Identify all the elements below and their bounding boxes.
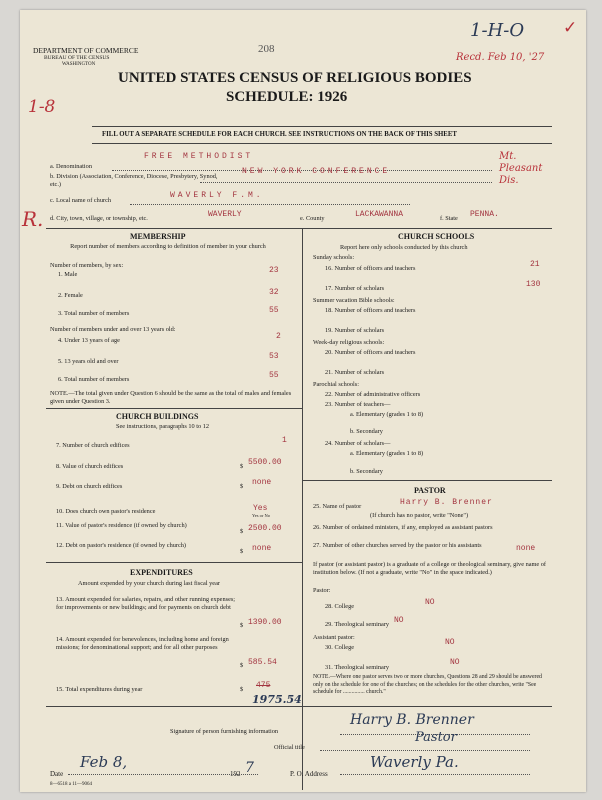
membership-sub: Report number of members according to definition of member in your church — [70, 243, 266, 250]
q30-value: NO — [445, 638, 455, 647]
q24-label: 24. Number of scholars— — [325, 440, 391, 447]
q24a-label: a. Elementary (grades 1 to 8) — [350, 450, 424, 457]
buildings-heading: CHURCH BUILDINGS — [116, 412, 199, 421]
schools-sub: Report here only schools conducted by this church — [340, 244, 468, 251]
total-age-value: 55 — [269, 371, 279, 380]
left-mark: 1-8 — [28, 97, 56, 117]
q25-hint: (If church has no pastor, write "None") — [370, 512, 469, 519]
po-address-value: Waverly Pa. — [370, 753, 459, 771]
q15-label: 15. Total expenditures during year — [56, 686, 143, 693]
pastor-sub-label: Pastor: — [313, 587, 331, 594]
female-value: 32 — [269, 288, 279, 297]
female-label: 2. Female — [58, 292, 83, 299]
q25-value: Harry B. Brenner — [400, 498, 493, 507]
expenditures-heading: EXPENDITURES — [130, 568, 193, 577]
q27-value: none — [516, 544, 536, 553]
pastor-note: NOTE.—Where one pastor serves two or more churches, Questions 28 and 29 should be answered only on the schedule for one of the churches; on the schedules for the other churches, write "See schedule for ............... church." — [313, 674, 542, 695]
state-label: f. State — [440, 215, 458, 222]
q16-value: 21 — [530, 260, 540, 269]
q30-label: 30. College — [325, 644, 355, 651]
summer-label: Summer vacation Bible schools: — [313, 297, 395, 304]
q22-label: 22. Number of administrative officers — [325, 391, 421, 398]
date-label: Date — [50, 770, 64, 778]
over13-label: 5. 13 years old and over — [58, 358, 119, 365]
po-address-label: P. O. Address — [290, 770, 328, 778]
q15-struck-value: 475 — [256, 681, 271, 690]
q29-label: 29. Theological seminary — [325, 621, 390, 628]
dept-label: DEPARTMENT OF COMMERCE — [33, 46, 139, 55]
q23-label: 23. Number of teachers— — [325, 401, 391, 408]
signature-value: Harry B. Brenner — [350, 712, 474, 728]
male-value: 23 — [269, 266, 279, 275]
bureau-label: BUREAU OF THE CENSUS — [44, 55, 110, 61]
year-prefix: 192 — [230, 770, 241, 778]
age-label: Number of members under and over 13 years old: — [50, 326, 176, 333]
q31-label: 31. Theological seminary — [325, 664, 390, 671]
division-value: NEW YORK CONFERENCE — [242, 167, 391, 176]
schools-heading: CHURCH SCHOOLS — [398, 232, 475, 241]
edifices-value: 1 — [282, 436, 287, 445]
assistant-label: Assistant pastor: — [313, 634, 355, 641]
by-sex-label: Number of members, by sex: — [50, 262, 124, 269]
residence-debt-value: none — [252, 544, 272, 553]
county-label: e. County — [300, 215, 325, 222]
membership-note: NOTE.—The total given under Question 6 should be the same as the total of males and females given under Question 3. — [50, 390, 292, 405]
check-mark-icon: ✓ — [563, 18, 578, 38]
division-label: b. Division (Association, Conference, Diocese, Presbytery, Synod, etc.) — [50, 173, 218, 188]
q13-value: 1390.00 — [248, 618, 282, 627]
q24b-label: b. Secondary — [350, 468, 383, 475]
residence-value-value: 2500.00 — [248, 524, 282, 533]
q16-label: 16. Number of officers and teachers — [325, 265, 416, 272]
denomination-value: FREE METHODIST — [144, 152, 254, 161]
form-code: 8—6518 a 11—9064 — [50, 782, 93, 787]
total-members-value: 55 — [269, 306, 279, 315]
q21-label: 21. Number of scholars — [325, 369, 385, 376]
weekday-label: Week-day religious schools: — [313, 339, 385, 346]
total-members-label: 3. Total number of members — [58, 310, 130, 317]
q17-label: 17. Number of scholars — [325, 285, 385, 292]
edifices-label: 7. Number of church edifices — [56, 442, 130, 449]
q25-label: 25. Name of pastor — [313, 503, 362, 510]
q17-value: 130 — [526, 280, 541, 289]
corner-mark: 1-H-O — [470, 20, 525, 41]
membership-heading: MEMBERSHIP — [130, 232, 186, 241]
residence-value-label: 11. Value of pastor's residence (if owned by church) — [56, 522, 187, 529]
parochial-label: Parochial schools: — [313, 381, 359, 388]
district-note: Mt. Pleasant Dis. — [499, 151, 543, 186]
yes-no-hint: Yes or No — [252, 513, 271, 518]
year-digit: 7 — [245, 760, 254, 776]
q14-label: 14. Amount expended for benevolences, including home and foreign missions; for denominational support; and for all other purposes — [56, 636, 229, 652]
city-field-value: WAVERLY — [208, 210, 242, 219]
local-name-label: c. Local name of church — [50, 197, 112, 204]
signature-label: Signature of person furnishing information — [170, 728, 279, 735]
form-title: UNITED STATES CENSUS OF RELIGIOUS BODIES — [118, 70, 472, 86]
q29-value: NO — [394, 616, 404, 625]
census-form: DEPARTMENT OF COMMERCE BUREAU OF THE CENSUS WASHINGTON 208 1-H-O ✓ Recd. Feb 10, '27 UNITED STATES CENSUS OF RELIGIOUS BODIES SCHEDULE: 1926 1-8 FILL OUT A SEPARATE SCHEDULE FOR EACH CHURCH. SEE INSTRUCTIONS ON THE BACK OF THIS SHEET a. Denomination FREE METHODIST b. Division (Association, Conference, Diocese, Presbytery, Synod, etc.) NEW YORK CONFERENCE Mt. Pleasant Dis. c. Local name of church WAVERLY F.M. R. d. City, town, village, or township, etc. WAVERLY e. County LACKAWANNA f. State PENNA. MEMBERSHIP Report number of members according to definition of member in your church Number of members, by sex: 1. Male 23 2. Female 32 3. Total number of members 55 Number of members under and over 13 years old: 4. Under 13 years of age 2 5. 13 years old and over 53 6. Total number of members 55 NOTE.—The total given under Question 6 should be the same as the total of males and females given under Question 3. CHURCH BUILDINGS See instructions, paragraphs 10 to 12 7. Number of church edifices 1 8. Value of church edifices $ 5500.00 9. Debt on church edifices $ none 10. Does church own pastor's residence Yes Yes or No 11. Value of pastor's residence (if owned by church) $ 2500.00 12. Debt on pastor's residence (if owned by church) $ none EXPENDITURES Amount expended by your church during last fiscal year 13. Amount expended for salaries, repairs, and other running expenses; for improvements or new buildings; and for payments on church debt $ 1390.00 14. Amount expended for benevolences, including home and foreign missions; for denominational support; and for all other purposes $ 585.54 15. Total expenditures during year $ 475 1975.54 CHURCH SCHOOLS Report here only schools conducted by this church Sunday schools: 16. Number of officers and teachers 21 17. Number of scholars 130 Summer vacation Bible schools: 18. Number of officers and teachers 19. Number of scholars Week-day religious schools: 20. Number of officers and teachers 21. Number of scholars Parochial schools: 22. Number of administrative officers 23. Number of teachers— a. Elementary (grades 1 to 8) b. Secondary 24. Number of scholars— a. Elementary (grades 1 to 8) b. Secondary PASTOR 25. Name of pastor Harry B. Brenner (If church has no pastor, write "None") 26. Number of ordained ministers, if any, employed as assistant pastors 27. Number of other churches served by the pastor or his assistants none If pastor (or assistant pastor) is a graduate of a college or theological seminary, give name of institution below. (If not a graduate, write "No" in the space indicated.) Pastor: 28. College NO 29. Theological seminary NO Assistant pastor: 30. College NO 31. Theological seminary NO NOTE.—Where one pastor serves two or more churches, Questions 28 and 29 should be answered only on the schedule for one of the churches; on the schedules for the other churches, write "See schedule for ............... church." Signature of person furnishing information Harry B. Brenner Official title Pastor Date Feb 8, 192 7 P. O. Address Waverly Pa. 8—6518 a 11—9064 — [20, 10, 586, 792]
owns-residence-value: Yes — [253, 504, 268, 513]
official-title-value: Pastor — [415, 730, 457, 745]
denomination-label: a. Denomination — [50, 163, 92, 170]
q31-value: NO — [450, 658, 460, 667]
q14-value: 585.54 — [248, 658, 277, 667]
q28-label: 28. College — [325, 603, 355, 610]
edifice-value-label: 8. Value of church edifices — [56, 463, 124, 470]
edifice-debt-value: none — [252, 478, 272, 487]
over13-value: 53 — [269, 352, 279, 361]
q15-value: 1975.54 — [252, 693, 302, 706]
buildings-sub: See instructions, paragraphs 10 to 12 — [116, 423, 210, 430]
q13-label: 13. Amount expended for salaries, repairs, and other running expenses; for improvements or new buildings; and for payments on church debt — [56, 596, 236, 612]
q23b-label: b. Secondary — [350, 428, 383, 435]
form-subtitle: SCHEDULE: 1926 — [226, 89, 348, 105]
city-field-label: d. City, town, village, or township, etc. — [50, 215, 148, 222]
local-name-value: WAVERLY F.M. — [170, 191, 264, 200]
q18-label: 18. Number of officers and teachers — [325, 307, 416, 314]
official-title-label: Official title — [274, 744, 305, 751]
state-value: PENNA. — [470, 210, 499, 219]
residence-debt-label: 12. Debt on pastor's residence (if owned by church) — [56, 542, 187, 549]
q19-label: 19. Number of scholars — [325, 327, 385, 334]
date-value: Feb 8, — [80, 753, 128, 771]
received-note: Recd. Feb 10, '27 — [456, 52, 545, 63]
r-mark: R. — [22, 207, 44, 231]
owns-residence-label: 10. Does church own pastor's residence — [56, 508, 156, 515]
sunday-label: Sunday schools: — [313, 254, 355, 261]
pastor-heading: PASTOR — [414, 486, 446, 495]
under13-value: 2 — [276, 332, 281, 341]
graduate-note: If pastor (or assistant pastor) is a graduate of a college or theological seminary, give name of institution below. (If not a graduate, write "No" in the space indicated.) — [313, 561, 547, 576]
instruction-line: FILL OUT A SEPARATE SCHEDULE FOR EACH CHURCH. SEE INSTRUCTIONS ON THE BACK OF THIS SHEET — [102, 131, 457, 138]
under13-label: 4. Under 13 years of age — [58, 337, 120, 344]
male-label: 1. Male — [58, 271, 78, 278]
q20-label: 20. Number of officers and teachers — [325, 349, 416, 356]
county-value: LACKAWANNA — [355, 210, 404, 219]
q27-label: 27. Number of other churches served by the pastor or his assistants — [313, 542, 482, 549]
city-label: WASHINGTON — [62, 62, 96, 67]
edifice-debt-label: 9. Debt on church edifices — [56, 483, 123, 490]
q23a-label: a. Elementary (grades 1 to 8) — [350, 411, 424, 418]
total-age-label: 6. Total number of members — [58, 376, 130, 383]
q26-label: 26. Number of ordained ministers, if any, employed as assistant pastors — [313, 524, 493, 531]
edifice-value-value: 5500.00 — [248, 458, 282, 467]
form-number: 208 — [258, 43, 275, 55]
q28-value: NO — [425, 598, 435, 607]
expenditures-sub: Amount expended by your church during last fiscal year — [78, 580, 220, 587]
